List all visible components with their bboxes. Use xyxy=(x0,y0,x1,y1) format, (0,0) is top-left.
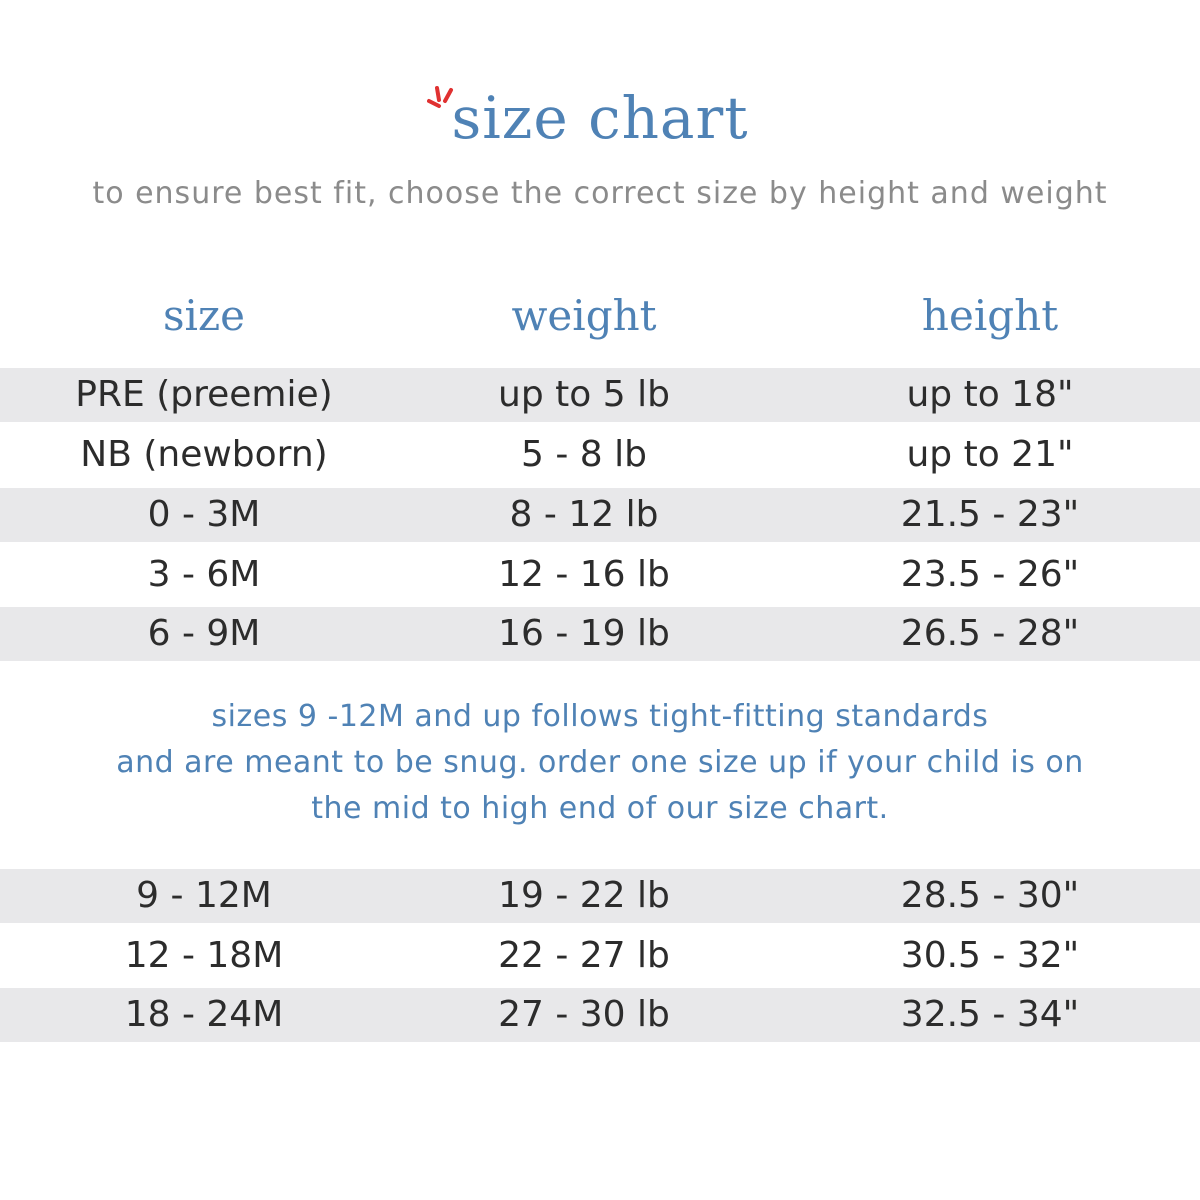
cell-weight: 8 - 12 lb xyxy=(509,494,659,535)
note-line-3: the mid to high end of our size chart. xyxy=(311,791,889,826)
header-height: height xyxy=(921,291,1059,340)
cell-size: PRE (preemie) xyxy=(75,374,333,415)
cell-weight: up to 5 lb xyxy=(498,374,670,415)
cell-weight: 16 - 19 lb xyxy=(498,613,670,654)
cell-weight: 22 - 27 lb xyxy=(498,935,670,976)
table-row xyxy=(0,607,1200,661)
table-row xyxy=(0,988,1200,1042)
table-row xyxy=(0,368,1200,422)
cell-height: up to 21" xyxy=(906,434,1074,475)
cell-height: 26.5 - 28" xyxy=(900,613,1080,654)
subtitle: to ensure best fit, choose the correct size by height and weight xyxy=(92,176,1108,211)
table-header xyxy=(0,286,1200,346)
cell-weight: 27 - 30 lb xyxy=(498,994,670,1035)
fit-note xyxy=(0,694,1200,832)
table-row xyxy=(0,428,1200,482)
header-size: size xyxy=(163,291,245,340)
cell-height: 28.5 - 30" xyxy=(900,875,1080,916)
cell-size: 9 - 12M xyxy=(136,875,272,916)
cell-weight: 19 - 22 lb xyxy=(498,875,670,916)
table-row xyxy=(0,488,1200,542)
note-line-2: and are meant to be snug. order one size up if your child is on xyxy=(116,745,1084,780)
note-line-1: sizes 9 -12M and up follows tight-fitting standards xyxy=(211,699,989,734)
cell-height: 21.5 - 23" xyxy=(900,494,1080,535)
table-row xyxy=(0,869,1200,923)
cell-height: 30.5 - 32" xyxy=(900,935,1080,976)
table-row xyxy=(0,548,1200,602)
title-text: size chart xyxy=(451,84,749,152)
page-title xyxy=(451,78,748,158)
sparkle-logo-icon xyxy=(427,84,459,116)
table-row xyxy=(0,929,1200,983)
cell-size: 18 - 24M xyxy=(124,994,284,1035)
title-area xyxy=(0,78,1200,158)
cell-size: NB (newborn) xyxy=(80,434,328,475)
cell-size: 6 - 9M xyxy=(147,613,261,654)
cell-weight: 5 - 8 lb xyxy=(521,434,647,475)
cell-height: 32.5 - 34" xyxy=(900,994,1080,1035)
cell-size: 12 - 18M xyxy=(124,935,284,976)
cell-size: 0 - 3M xyxy=(147,494,261,535)
cell-weight: 12 - 16 lb xyxy=(498,554,670,595)
cell-height: up to 18" xyxy=(906,374,1074,415)
cell-height: 23.5 - 26" xyxy=(900,554,1080,595)
cell-size: 3 - 6M xyxy=(147,554,261,595)
header-weight: weight xyxy=(511,291,657,340)
